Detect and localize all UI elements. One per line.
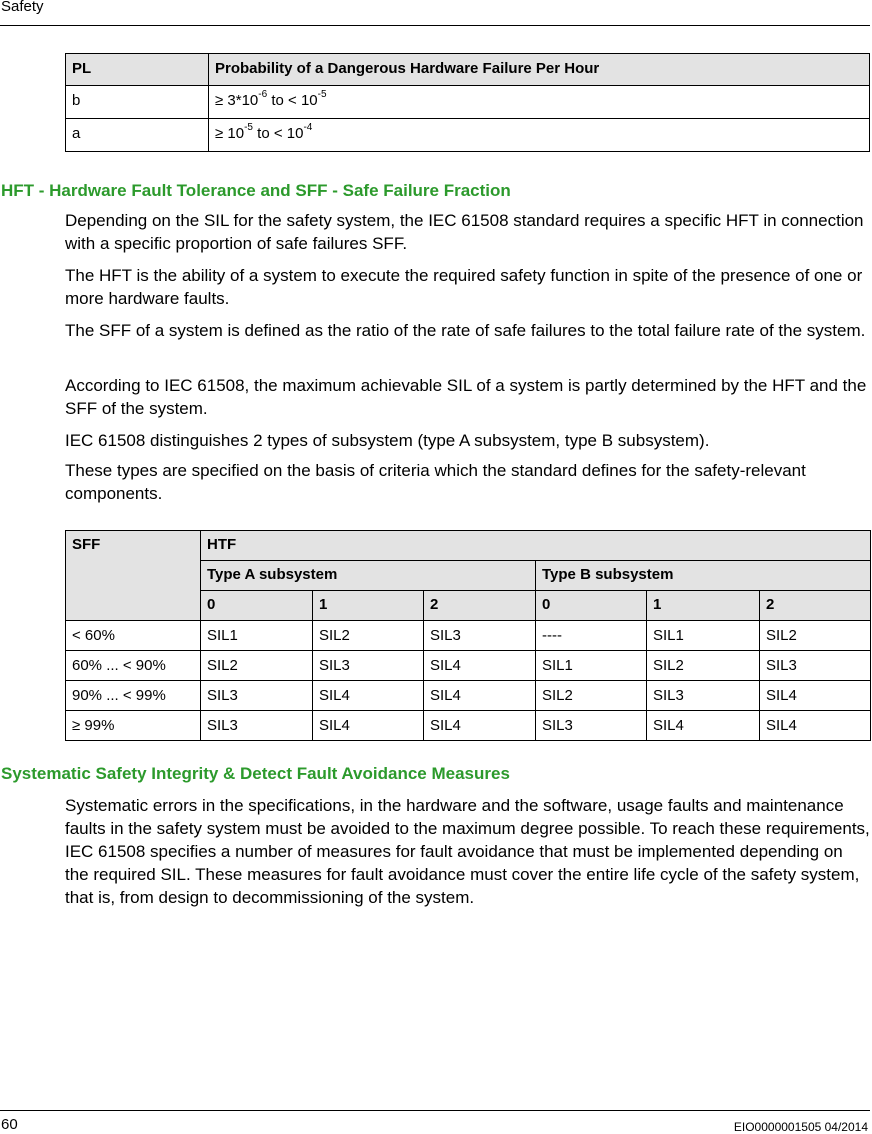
sil-cell: SIL2: [313, 621, 424, 651]
sff-cell: < 60%: [66, 621, 201, 651]
table-header-row: [66, 531, 871, 561]
sil-cell: SIL1: [647, 621, 760, 651]
sil-cell: SIL3: [201, 681, 313, 711]
sil-cell: SIL2: [201, 651, 313, 681]
column-header: PL: [66, 54, 209, 86]
paragraph: IEC 61508 distinguishes 2 types of subsystem (type A subsystem, type B subsystem).: [65, 431, 710, 450]
sil-cell: SIL4: [760, 711, 871, 741]
column-header-sff: SFF: [66, 531, 201, 621]
page-number: 60: [1, 1116, 18, 1133]
paragraph: The SFF of a system is defined as the ratio of the rate of safe failures to the total failure rate of the system.: [65, 321, 866, 340]
paragraph: These types are specified on the basis of criteria which the standard defines for the safety-relevant components.: [65, 461, 806, 503]
sil-cell: SIL3: [536, 711, 647, 741]
sil-cell: SIL1: [536, 651, 647, 681]
hft-level-header: 2: [424, 591, 536, 621]
sff-cell: 90% ... < 99%: [66, 681, 201, 711]
sil-cell: SIL4: [647, 711, 760, 741]
sil-cell: SIL3: [760, 651, 871, 681]
probability-cell: ≥ $10^{-5}$ to < $10^{-4}$: [209, 119, 870, 152]
sil-cell: SIL4: [313, 711, 424, 741]
section-heading-systematic: Systematic Safety Integrity & Detect Fault Avoidance Measures: [1, 764, 510, 783]
sil-cell: SIL2: [647, 651, 760, 681]
table-row: [66, 119, 870, 152]
sil-cell: SIL4: [760, 681, 871, 711]
sff-cell: 60% ... < 90%: [66, 651, 201, 681]
section-title: Safety: [1, 0, 44, 15]
paragraph: Systematic errors in the specifications, in the hardware and the software, usage faults and maintenance faults in the safety system must be avoided to the maximum degree possible. To reach these requirements, IEC 61508 specifies a number of measures for fault avoidance that must be implemented depending on the required SIL. These measures for fault avoidance must cover the entire life cycle of the safety system, that is, from design to decommissioning of the system.: [65, 796, 870, 907]
hft-level-header: 1: [647, 591, 760, 621]
column-header-htf: HTF: [201, 531, 871, 561]
section-heading-hft: HFT - Hardware Fault Tolerance and SFF - Safe Failure Fraction: [1, 181, 511, 200]
sil-cell: ----: [536, 621, 647, 651]
sil-cell: SIL3: [647, 681, 760, 711]
column-header: Probability of a Dangerous Hardware Failure Per Hour: [209, 54, 870, 86]
sil-cell: SIL4: [424, 711, 536, 741]
pl-cell: b: [66, 86, 209, 119]
sil-cell: SIL1: [201, 621, 313, 651]
sil-cell: SIL3: [201, 711, 313, 741]
hft-level-header: 1: [313, 591, 424, 621]
header-divider: [0, 25, 870, 26]
paragraph: The HFT is the ability of a system to execute the required safety function in spite of the presence of one or more hardware faults.: [65, 266, 863, 308]
table-row: [66, 621, 871, 651]
sil-cell: SIL4: [424, 651, 536, 681]
pl-probability-table: [65, 53, 870, 152]
pl-cell: a: [66, 119, 209, 152]
table-row: [66, 86, 870, 119]
document-reference: EIO0000001505 04/2014: [733, 1120, 868, 1134]
sff-hft-table: [65, 530, 871, 741]
table-header-row: [66, 54, 870, 86]
table-row: [66, 711, 871, 741]
type-b-header: Type B subsystem: [536, 561, 871, 591]
sff-cell: ≥ 99%: [66, 711, 201, 741]
table-row: [66, 651, 871, 681]
hft-level-header: 0: [201, 591, 313, 621]
sil-cell: SIL2: [760, 621, 871, 651]
footer-divider: [0, 1110, 870, 1111]
paragraph: Depending on the SIL for the safety system, the IEC 61508 standard requires a specific HFT in connection with a specific proportion of safe failures SFF.: [65, 211, 864, 253]
type-a-header: Type A subsystem: [201, 561, 536, 591]
sil-cell: SIL4: [313, 681, 424, 711]
sil-cell: SIL2: [536, 681, 647, 711]
sil-cell: SIL3: [313, 651, 424, 681]
table-row: [66, 681, 871, 711]
sil-cell: SIL4: [424, 681, 536, 711]
sil-cell: SIL3: [424, 621, 536, 651]
hft-level-header: 0: [536, 591, 647, 621]
paragraph: According to IEC 61508, the maximum achievable SIL of a system is partly determined by the HFT and the SFF of the system.: [65, 376, 867, 418]
probability-cell: ≥ $3*10^{-6}$ to < $10^{-5}$: [209, 86, 870, 119]
hft-level-header: 2: [760, 591, 871, 621]
